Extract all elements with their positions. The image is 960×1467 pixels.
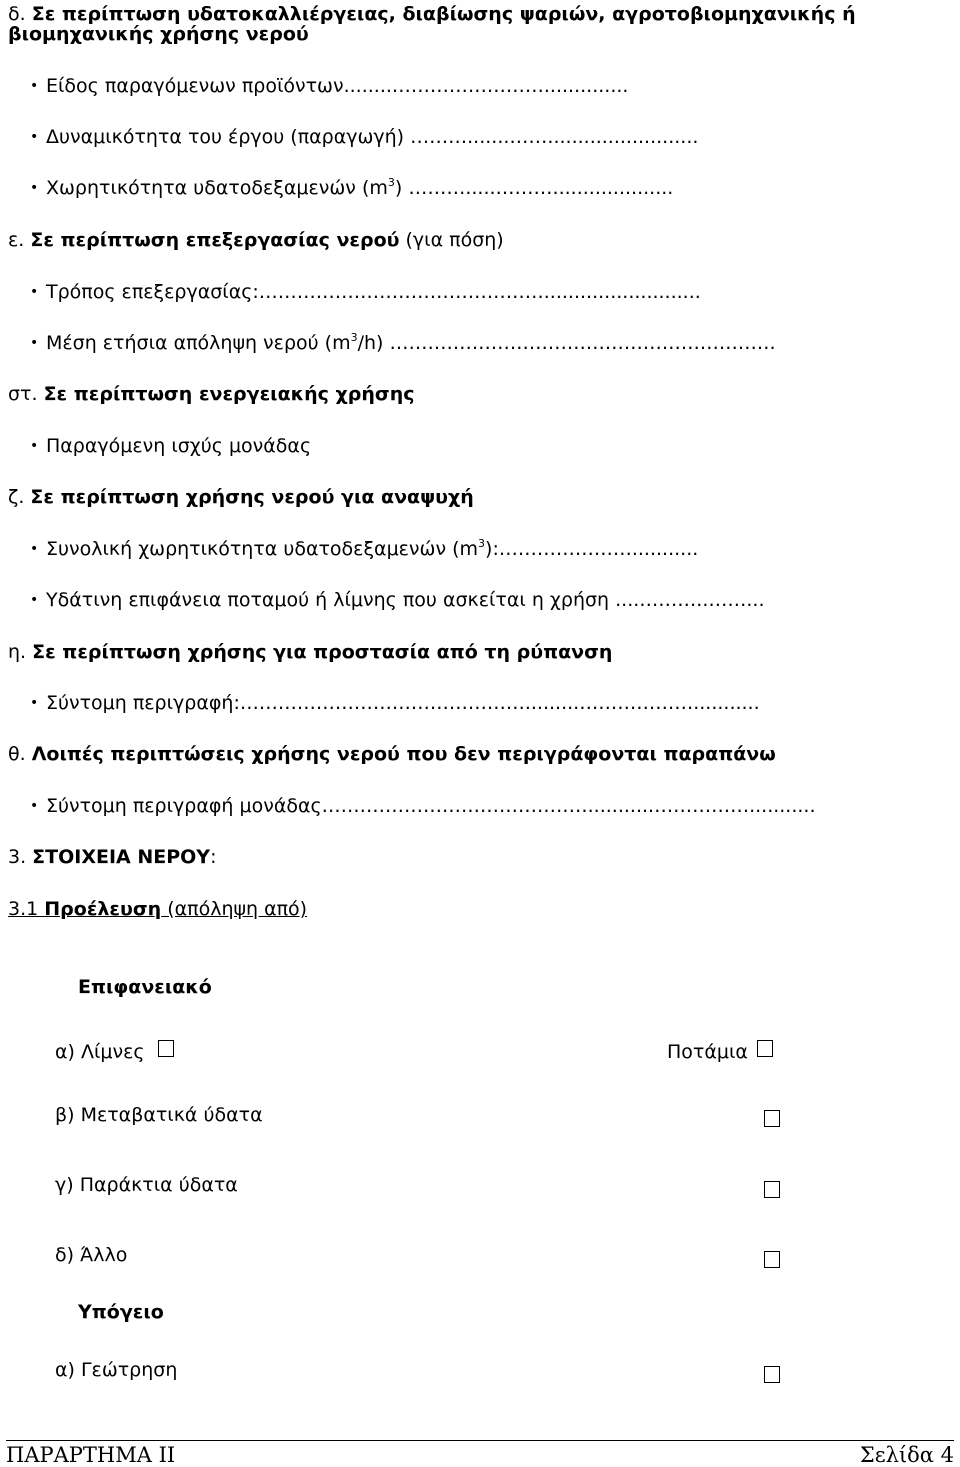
section-h-title: Σε περίπτωση χρήσης για προστασία από τη ρύπανση (32, 641, 613, 663)
section-th-title: Λοιπές περιπτώσεις χρήσης νερού που δεν περιγράφονται παραπάνω (31, 743, 776, 765)
product-type-field: • Είδος παραγόμενων προϊόντων........…………………….............. (30, 77, 628, 96)
footer-annex: ΠΑΡΑΡΤΗΜΑ ΙΙ (6, 1443, 176, 1467)
other-checkbox[interactable] (764, 1251, 780, 1268)
section-th-heading: θ. Λοιπές περιπτώσεις χρήσης νερού που δεν περιγράφονται παραπάνω (8, 743, 776, 765)
section-3-title: ΣΤΟΙΧΕΙΑ ΝΕΡΟΥ (32, 846, 211, 868)
section-d-heading (8, 5, 856, 24)
borehole-checkbox[interactable] (764, 1366, 780, 1383)
section-d-title-cont: βιομηχανικής χρήσης νερού (8, 23, 309, 45)
section-31-title: Προέλευση (44, 898, 162, 920)
unit-description-field: • Σύντομη περιγραφή μονάδας……………………………………...........……………........... (30, 797, 816, 816)
section-d-title: Σε περίπτωση υδατοκαλλιέργειας, διαβίωσης ψαριών, αγροτοβιομηχανικής ή (31, 3, 856, 25)
section-st-heading: στ. Σε περίπτωση ενεργειακής χρήσης (8, 383, 415, 405)
section-z-heading: ζ. Σε περίπτωση χρήσης νερού για αναψυχή (8, 486, 474, 508)
treatment-method-field: • Τρόπος επεξεργασίας:……………………………………….......................... (30, 283, 701, 302)
lakes-label: α) Λίμνες (55, 1041, 145, 1063)
pollution-description-field: • Σύντομη περιγραφή:……………………………………….........………………........... (30, 694, 760, 713)
footer-page-number: Σελίδα 4 (859, 1443, 954, 1467)
section-e-title: Σε περίπτωση επεξεργασίας νερού (30, 229, 400, 251)
total-tank-capacity-field: • Συνολική χωρητικότητα υδατοδεξαμενών $(m^3):\dots\dots\dots\dots\dots\dots\dots$........... (30, 540, 698, 559)
power-output-field: • Παραγόμενη ισχύς μονάδας (30, 437, 311, 456)
surface-heading: Επιφανειακό (78, 976, 212, 998)
capacity-field: • Δυναμικότητα του έργου (παραγωγή) ……….......……......................... (30, 128, 698, 147)
section-31-heading: 3.1 Προέλευση (απόληψη από) (8, 898, 308, 920)
section-st-title: Σε περίπτωση ενεργειακής χρήσης (43, 383, 415, 405)
coastal-label: γ) Παράκτια ύδατα (55, 1174, 238, 1196)
section-d-prefix: δ. (8, 3, 32, 25)
rivers-checkbox[interactable] (757, 1040, 773, 1057)
borehole-label: α) Γεώτρηση (55, 1359, 178, 1381)
section-e-heading: ε. Σε περίπτωση επεξεργασίας νερού (για πόση) (8, 229, 504, 251)
section-h-heading: η. Σε περίπτωση χρήσης για προστασία από τη ρύπανση (8, 641, 613, 663)
ground-heading: Υπόγειο (78, 1301, 164, 1323)
tank-capacity-field: • Χωρητικότητα υδατοδεξαμενών $(m^3)$ ……….....……….................... (30, 179, 673, 198)
section-3-heading: 3. ΣΤΟΙΧΕΙΑ ΝΕΡΟΥ: (8, 846, 217, 868)
footer-rule (6, 1440, 954, 1441)
coastal-checkbox[interactable] (764, 1181, 780, 1198)
other-label: δ) Άλλο (55, 1244, 128, 1266)
transitional-checkbox[interactable] (764, 1110, 780, 1127)
transitional-label: β) Μεταβατικά ύδατα (55, 1104, 263, 1126)
annual-abstraction-field: • Μέση ετήσια απόληψη νερού $(m^3/h)$ ……………………………………………………. (30, 334, 776, 353)
rivers-label: Ποτάμια (667, 1041, 748, 1063)
water-surface-field: • Υδάτινη επιφάνεια ποταμού ή λίμνης που ασκείται η χρήση ....………..……... (30, 591, 764, 610)
lakes-checkbox[interactable] (158, 1040, 174, 1057)
section-z-title: Σε περίπτωση χρήσης νερού για αναψυχή (30, 486, 474, 508)
